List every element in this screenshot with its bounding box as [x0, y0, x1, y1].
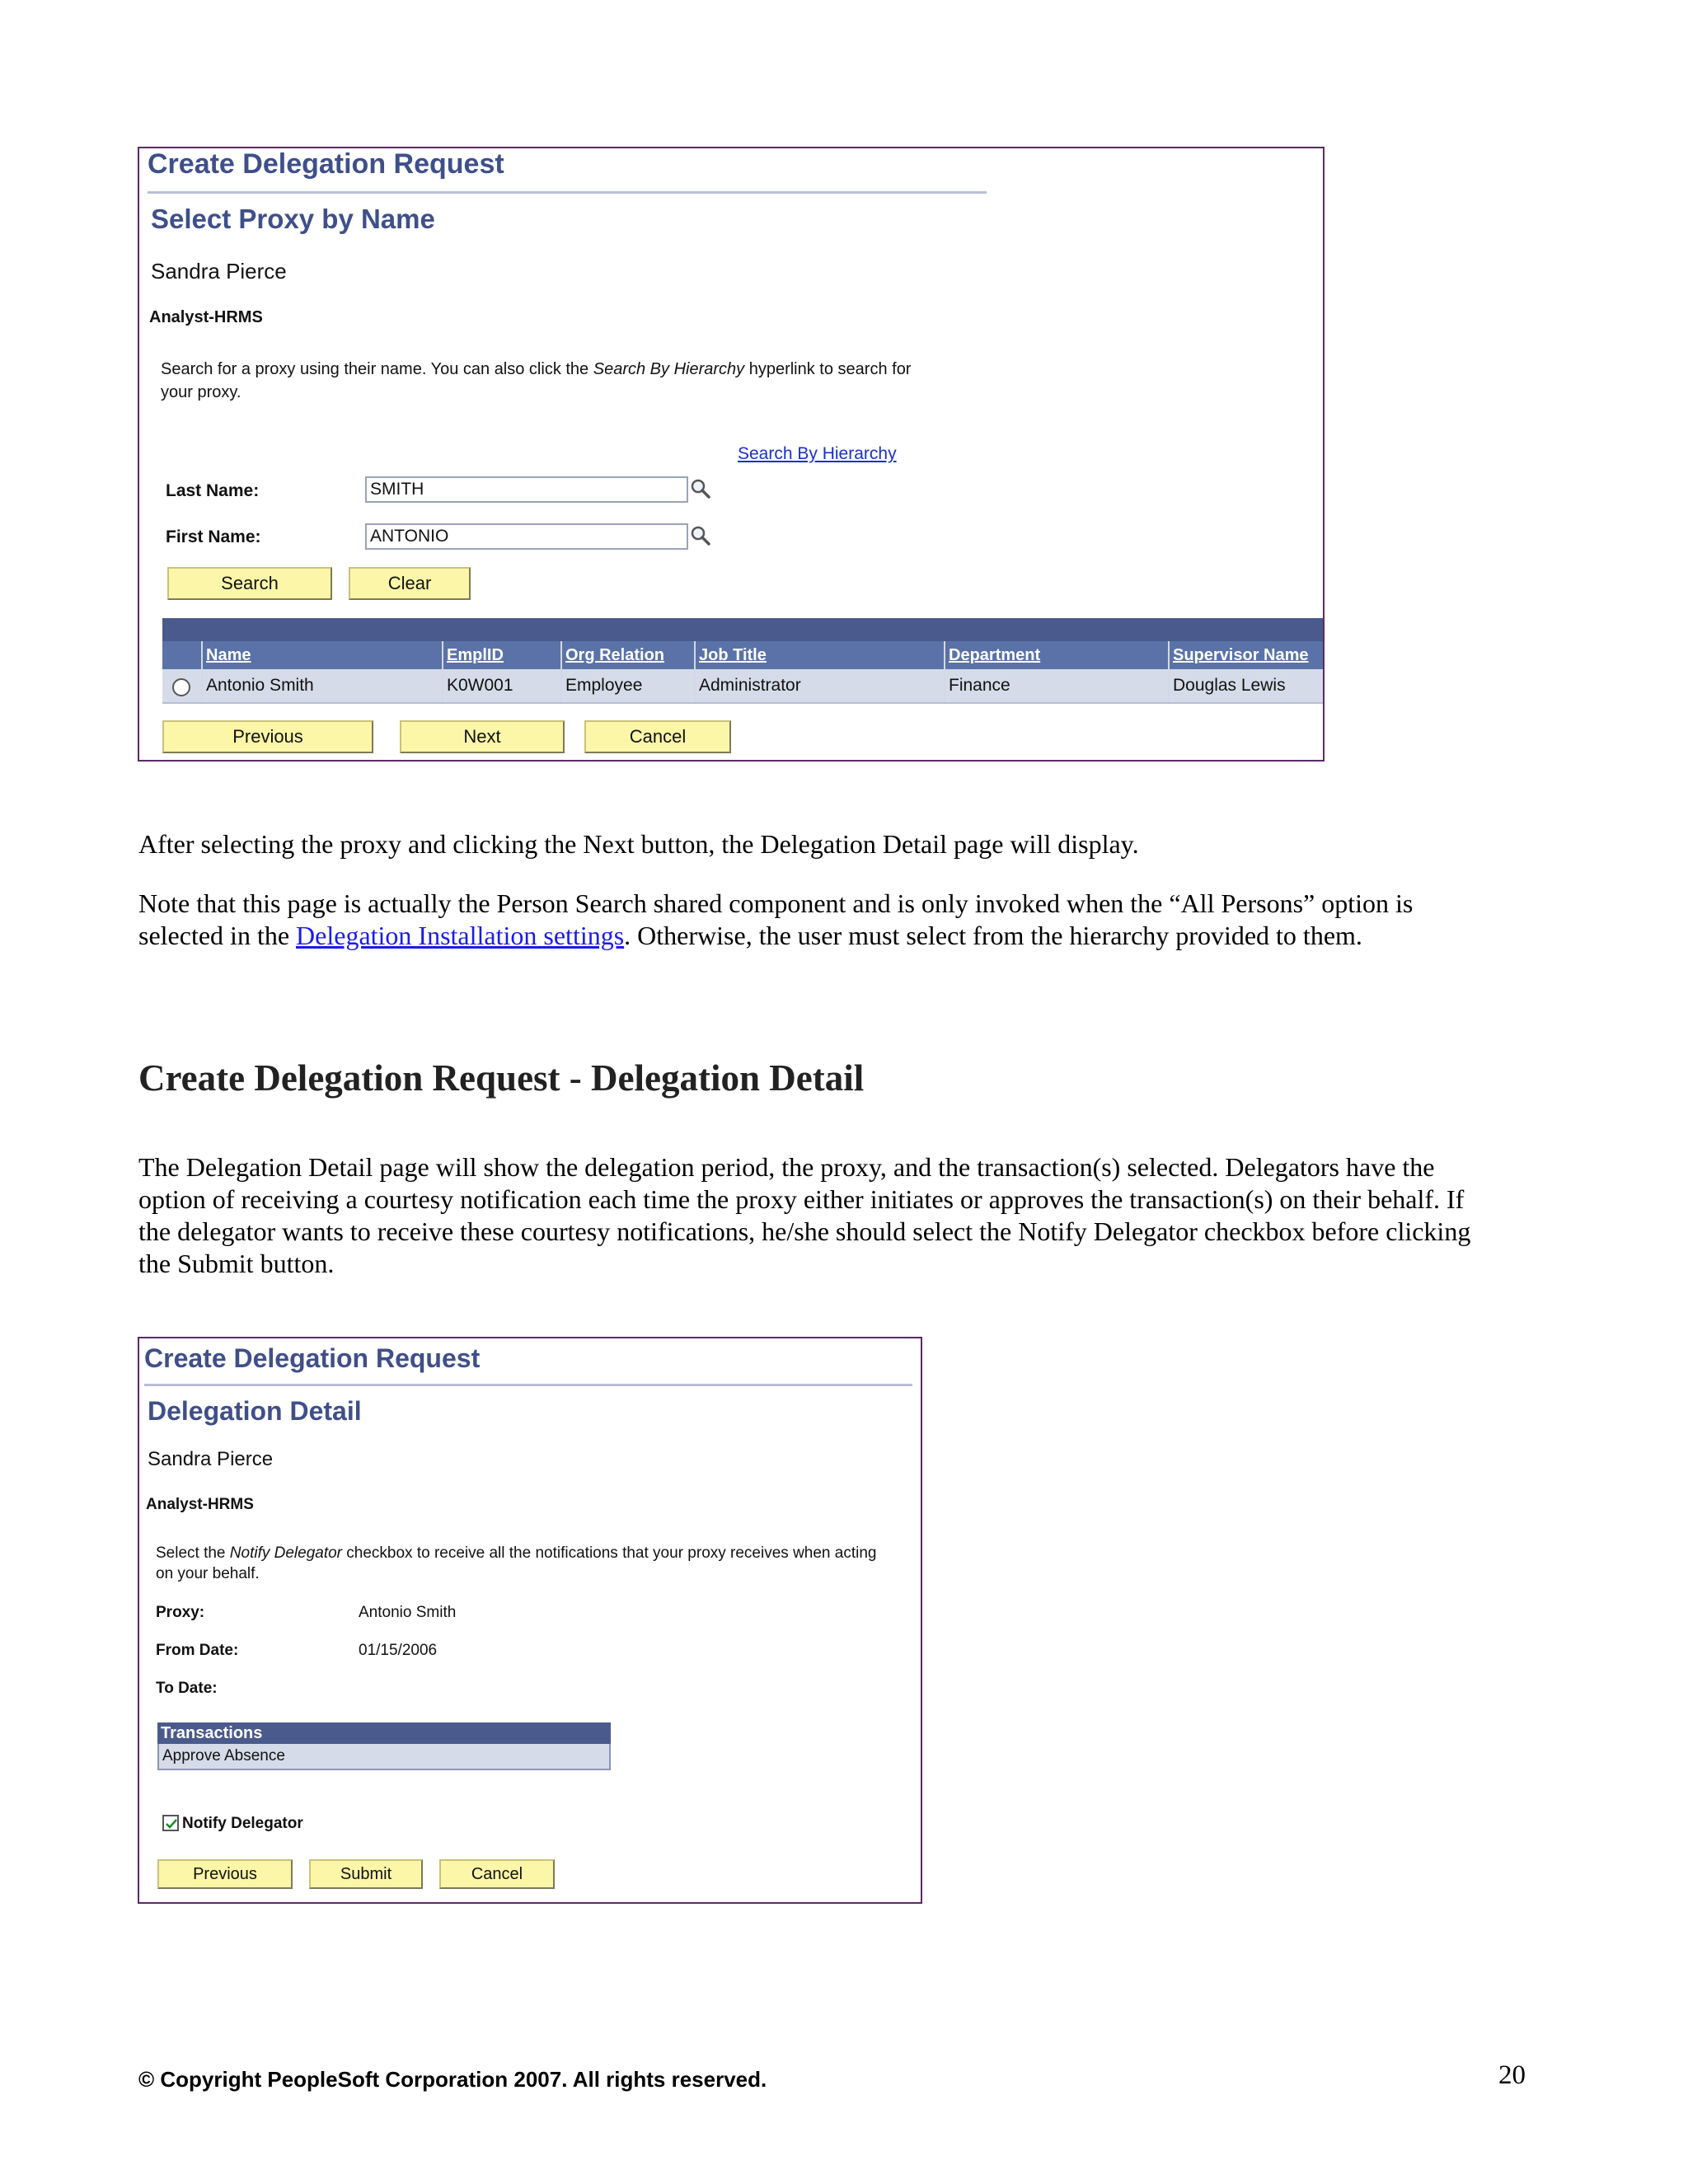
delegation-installation-settings-link[interactable]: Delegation Installation settings [296, 921, 625, 950]
previous-button[interactable]: Previous [162, 720, 373, 753]
to-date-label: To Date: [156, 1680, 218, 1697]
clear-button[interactable]: Clear [349, 567, 471, 600]
from-date-value: 01/15/2006 [359, 1642, 438, 1659]
title-divider [144, 1384, 912, 1386]
proxy-label: Proxy: [156, 1604, 205, 1621]
cancel-button[interactable]: Cancel [439, 1859, 555, 1889]
column-header-org-relation[interactable]: Org Relation [560, 641, 694, 669]
first-name-input[interactable]: ANTONIO [365, 523, 688, 550]
paragraph-next-step: After selecting the proxy and clicking the Next button, the Delegation Detail page will display. [138, 829, 1139, 859]
paragraph-note: Note that this page is actually the Person Search shared component and is only invoked when the “All Persons” option is selected in the Delegation Installation settings. Otherwise, the user must select from the hierarchy provided to them. [138, 888, 1414, 950]
previous-button[interactable]: Previous [157, 1859, 293, 1889]
select-proxy-panel [138, 147, 1325, 762]
user-role: Analyst-HRMS [146, 1496, 254, 1513]
from-date-label: From Date: [156, 1642, 239, 1659]
last-name-label: Last Name: [166, 481, 260, 500]
user-role: Analyst-HRMS [149, 308, 263, 326]
grid-select-column [162, 641, 201, 669]
grid-header [162, 641, 1325, 669]
notify-delegator-label[interactable]: Notify Delegator [182, 1815, 303, 1832]
table-row[interactable] [162, 669, 1325, 704]
user-name: Sandra Pierce [148, 1448, 274, 1470]
column-header-name[interactable]: Name [201, 641, 442, 669]
page-number: 20 [1498, 2060, 1526, 2090]
paragraph-delegation-detail: The Delegation Detail page will show the delegation period, the proxy, and the transaction(s) selected. Delegators have the option of receiving a courtesy notification each time the proxy either initiates or approves the transaction(s) on their behalf. If the delegator wants to receive these courtesy notifications, he/she should select the Notify Delegator checkbox before clicking the Submit button. [138, 1152, 1471, 1278]
cell-name: Antonio Smith [201, 669, 442, 702]
search-by-hierarchy-link[interactable]: Search By Hierarchy [738, 444, 897, 463]
delegation-detail-panel [138, 1337, 922, 1904]
section-heading: Create Delegation Request - Delegation Detail [138, 1057, 865, 1099]
first-name-label: First Name: [166, 527, 261, 546]
notify-delegator-checkbox[interactable] [162, 1815, 179, 1831]
grid-title-bar [162, 618, 1325, 641]
cancel-button[interactable]: Cancel [584, 720, 731, 753]
cell-department: Finance [944, 669, 1168, 702]
list-item: Approve Absence [157, 1744, 611, 1770]
last-name-input[interactable]: SMITH [365, 476, 688, 503]
column-header-department[interactable]: Department [944, 641, 1168, 669]
row-select-radio[interactable] [172, 678, 190, 696]
page-title: Delegation Detail [148, 1396, 362, 1426]
component-title: Create Delegation Request [144, 1343, 481, 1373]
proxy-value: Antonio Smith [359, 1604, 457, 1621]
lookup-icon[interactable] [690, 478, 711, 499]
submit-button[interactable]: Submit [309, 1859, 423, 1889]
column-header-job-title[interactable]: Job Title [694, 641, 944, 669]
cell-org-relation: Employee [560, 669, 694, 702]
page-title: Select Proxy by Name [151, 204, 435, 234]
copyright-notice: © Copyright PeopleSoft Corporation 2007. All rights reserved. [138, 2067, 767, 2092]
title-divider [148, 191, 987, 194]
cell-job-title: Administrator [694, 669, 944, 702]
instructions: Select the Notify Delegator checkbox to receive all the notifications that your proxy receives when acting on your behalf. [156, 1544, 877, 1582]
column-header-supervisor-name[interactable]: Supervisor Name [1168, 641, 1325, 669]
instructions: Search for a proxy using their name. You can also click the Search By Hierarchy hyperlink to search for your proxy. [161, 360, 912, 401]
checkmark-icon [165, 1817, 178, 1830]
cell-emplid: K0W001 [442, 669, 560, 702]
next-button[interactable]: Next [400, 720, 565, 753]
row-select-cell [162, 669, 201, 702]
cell-supervisor: Douglas Lewis [1168, 669, 1325, 702]
search-button[interactable]: Search [167, 567, 332, 600]
transactions-header: Transactions [157, 1722, 611, 1744]
lookup-icon[interactable] [690, 525, 711, 546]
column-header-emplid[interactable]: EmplID [442, 641, 560, 669]
component-title: Create Delegation Request [148, 148, 504, 180]
user-name: Sandra Pierce [151, 259, 287, 284]
